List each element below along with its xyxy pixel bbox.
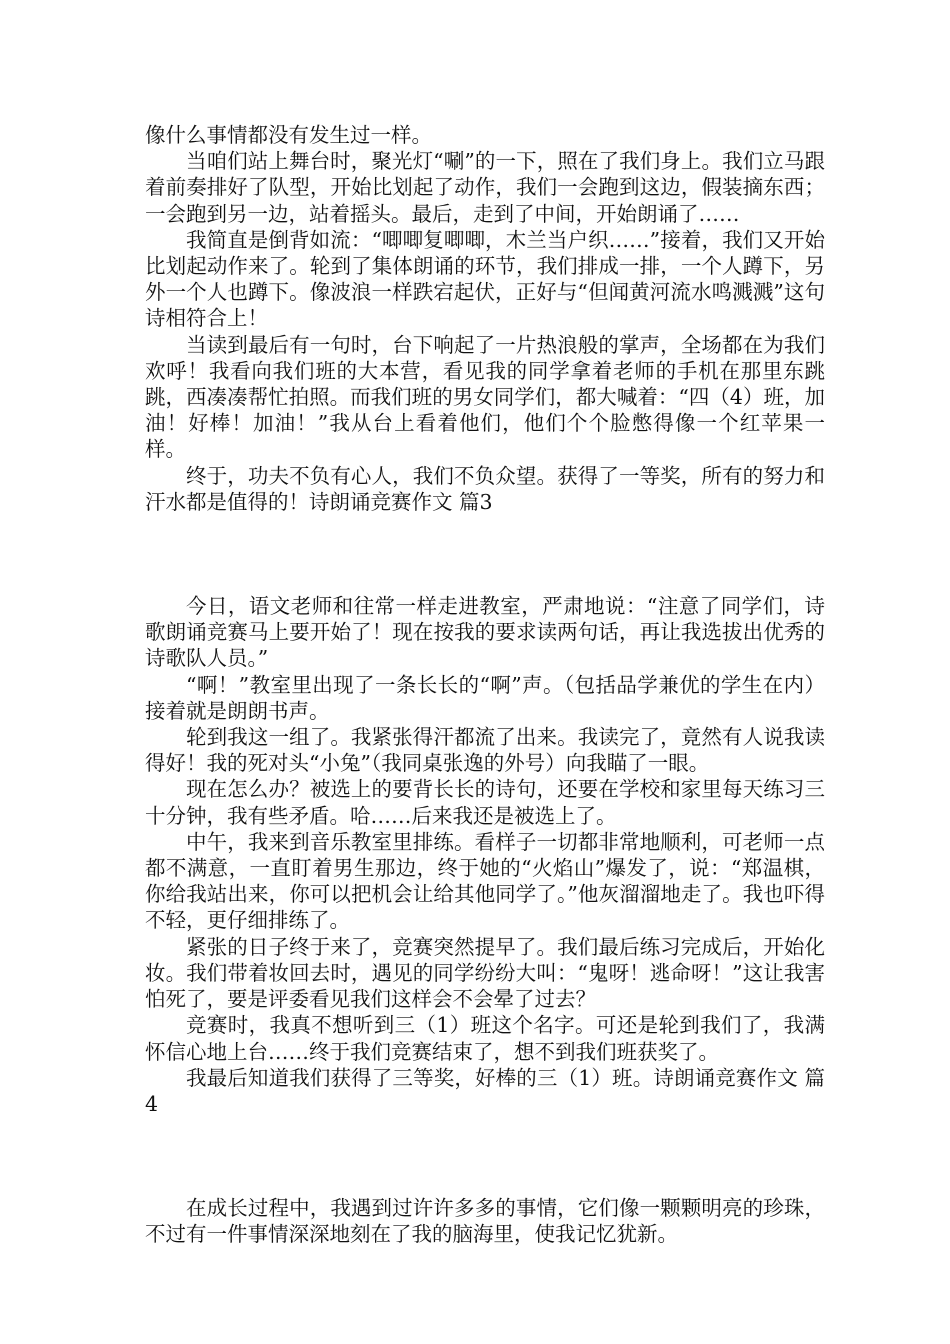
paragraph: 现在怎么办？被选上的要背长长的诗句，还要在学校和家里每天练习三十分钟，我有些矛盾。哈……后来我还是被选上了。 <box>145 777 825 828</box>
document-body <box>145 122 825 1248</box>
paragraph: 当咱们站上舞台时，聚光灯“唰”的一下，照在了我们身上。我们立马跟着前奏排好了队型，开始比划起了动作，我们一会跑到这边，假装摘东西；一会跑到另一边，站着摇头。最后，走到了中间，开始朗诵了…… <box>145 149 825 226</box>
paragraph: 在成长过程中，我遇到过许许多多的事情，它们像一颗颗明亮的珍珠，不过有一件事情深深地刻在了我的脑海里，使我记忆犹新。 <box>145 1196 825 1247</box>
paragraph: 当读到最后有一句时，台下响起了一片热浪般的掌声，全场都在为我们欢呼！我看向我们班的大本营，看见我的同学拿着老师的手机在那里东跳跳，西凑凑帮忙拍照。而我们班的男女同学们，都大喊着：“四（4）班，加油！好棒！加油！”我从台上看着他们，他们个个脸憋得像一个红苹果一样。 <box>145 332 825 462</box>
paragraph-continuation: 像什么事情都没有发生过一样。 <box>145 123 432 147</box>
paragraph: 竞赛时，我真不想听到三（1）班这个名字。可还是轮到我们了，我满怀信心地上台……终于我们竞赛结束了，想不到我们班获奖了。 <box>145 1013 825 1064</box>
paragraph-with-section-heading: 我最后知道我们获得了三等奖，好棒的三（1）班。诗朗诵竞赛作文 篇4 <box>145 1065 825 1116</box>
paragraph: 中午，我来到音乐教室里排练。看样子一切都非常地顺利，可老师一点都不满意，一直盯着男生那边，终于她的“火焰山”爆发了，说：“郑温棋，你给我站出来，你可以把机会让给其他同学了。”他灰溜溜地走了。我也吓得不轻，更仔细排练了。 <box>145 829 825 933</box>
paragraph: 轮到我这一组了。我紧张得汗都流了出来。我读完了，竟然有人说我读得好！我的死对头“小兔”（我同桌张逸的外号）向我瞄了一眼。 <box>145 725 825 776</box>
paragraph: 我简直是倒背如流：“唧唧复唧唧，木兰当户织……”接着，我们又开始比划起动作来了。轮到了集体朗诵的环节，我们排成一排，一个人蹲下，另外一个人也蹲下。像波浪一样跌宕起伏，正好与“但闻黄河流水鸣溅溅”这句诗相符合上！ <box>145 227 825 331</box>
section-gap <box>145 1117 825 1195</box>
paragraph-with-section-heading: 终于，功夫不负有心人，我们不负众望。获得了一等奖，所有的努力和汗水都是值得的！诗朗诵竞赛作文 篇3 <box>145 463 825 514</box>
paragraph: 紧张的日子终于来了，竞赛突然提早了。我们最后练习完成后，开始化妆。我们带着妆回去时，遇见的同学纷纷大叫：“鬼呀！逃命呀！”这让我害怕死了，要是评委看见我们这样会不会晕了过去？ <box>145 934 825 1012</box>
paragraph: 今日，语文老师和往常一样走进教室，严肃地说：“注意了同学们，诗歌朗诵竞赛马上要开始了！现在按我的要求读两句话，再让我选拔出优秀的诗歌队人员。” <box>145 594 825 671</box>
section-gap <box>145 515 825 593</box>
paragraph: “啊！”教室里出现了一条长长的“啊”声。（包括品学兼优的学生在内）接着就是朗朗书声。 <box>145 672 825 723</box>
